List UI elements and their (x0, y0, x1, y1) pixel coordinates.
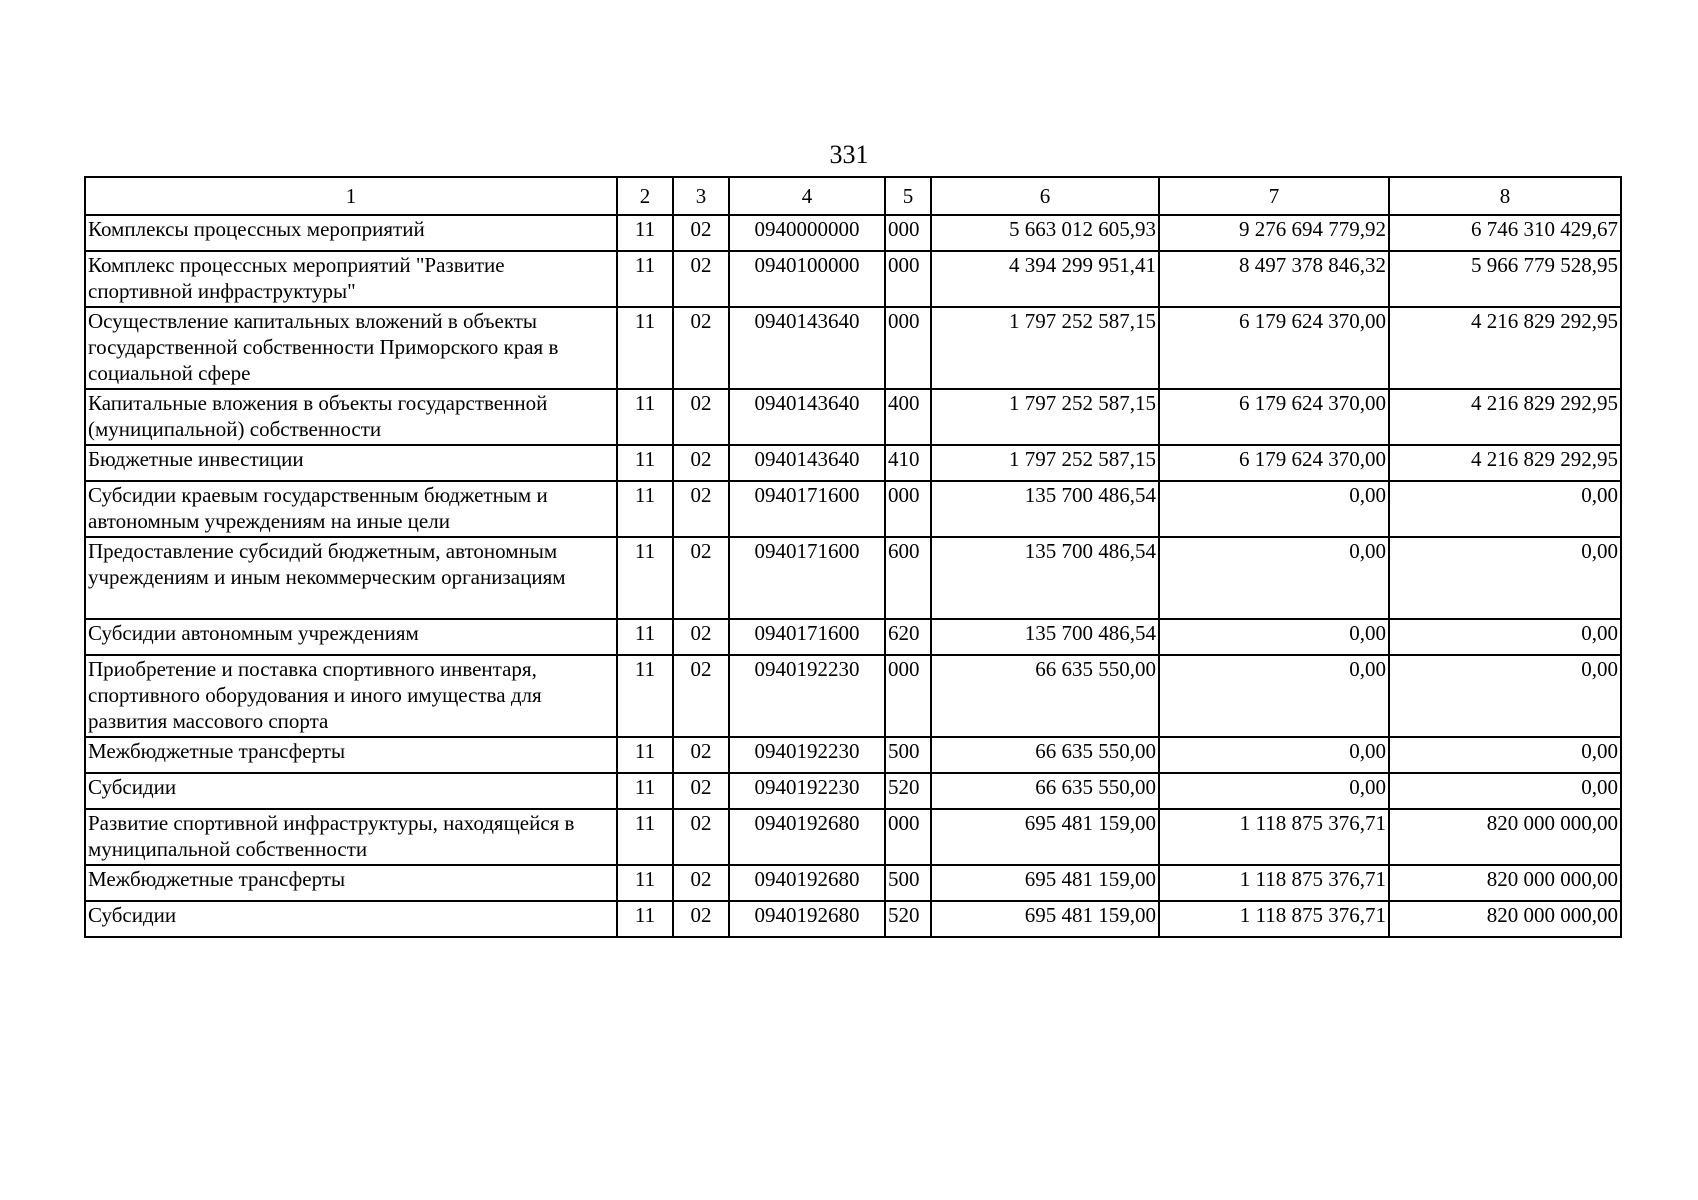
table-row (85, 901, 1621, 937)
target-article-cell: 0940100000 (729, 251, 885, 307)
amount-col7-cell: 0,00 (1159, 655, 1389, 737)
target-article-cell: 0940192230 (729, 737, 885, 773)
amount-col8-cell: 5 966 779 528,95 (1389, 251, 1621, 307)
amount-col8-cell: 6 746 310 429,67 (1389, 215, 1621, 251)
amount-col8-cell: 0,00 (1389, 481, 1621, 537)
table-row (85, 619, 1621, 655)
name-cell: Приобретение и поставка спортивного инвентаря, спортивного оборудования и иного имущества для развития массового спорта (85, 655, 617, 737)
amount-col6-cell: 1 797 252 587,15 (931, 445, 1159, 481)
header-cell: 6 (931, 177, 1159, 215)
amount-col6-cell: 66 635 550,00 (931, 773, 1159, 809)
subsection-cell: 02 (673, 445, 729, 481)
expense-type-cell: 400 (885, 389, 931, 445)
expense-type-cell: 000 (885, 655, 931, 737)
page-number: 331 (829, 140, 869, 169)
budget-table (84, 176, 1622, 938)
amount-col7-cell: 0,00 (1159, 537, 1389, 619)
section-cell: 11 (617, 389, 673, 445)
expense-type-cell: 520 (885, 901, 931, 937)
header-cell: 5 (885, 177, 931, 215)
amount-col8-cell: 0,00 (1389, 537, 1621, 619)
target-article-cell: 0940192680 (729, 809, 885, 865)
amount-col8-cell: 4 216 829 292,95 (1389, 389, 1621, 445)
name-cell: Развитие спортивной инфраструктуры, находящейся в муниципальной собственности (85, 809, 617, 865)
table-row (85, 655, 1621, 737)
target-article-cell: 0940192680 (729, 865, 885, 901)
subsection-cell: 02 (673, 655, 729, 737)
target-article-cell: 0940192680 (729, 901, 885, 937)
section-cell: 11 (617, 445, 673, 481)
amount-col8-cell: 0,00 (1389, 773, 1621, 809)
table-row (85, 481, 1621, 537)
expense-type-cell: 000 (885, 481, 931, 537)
amount-col6-cell: 66 635 550,00 (931, 655, 1159, 737)
amount-col6-cell: 695 481 159,00 (931, 901, 1159, 937)
section-cell: 11 (617, 619, 673, 655)
expense-type-cell: 000 (885, 251, 931, 307)
amount-col6-cell: 1 797 252 587,15 (931, 389, 1159, 445)
header-cell: 8 (1389, 177, 1621, 215)
amount-col7-cell: 0,00 (1159, 773, 1389, 809)
amount-col8-cell: 0,00 (1389, 619, 1621, 655)
subsection-cell: 02 (673, 307, 729, 389)
amount-col7-cell: 0,00 (1159, 481, 1389, 537)
target-article-cell: 0940171600 (729, 537, 885, 619)
amount-col8-cell: 0,00 (1389, 737, 1621, 773)
name-cell: Капитальные вложения в объекты государственной (муниципальной) собственности (85, 389, 617, 445)
section-cell: 11 (617, 737, 673, 773)
subsection-cell: 02 (673, 537, 729, 619)
target-article-cell: 0940143640 (729, 389, 885, 445)
table-row (85, 865, 1621, 901)
amount-col6-cell: 135 700 486,54 (931, 481, 1159, 537)
amount-col6-cell: 1 797 252 587,15 (931, 307, 1159, 389)
name-cell: Комплекс процессных мероприятий "Развитие спортивной инфраструктуры" (85, 251, 617, 307)
expense-type-cell: 000 (885, 215, 931, 251)
target-article-cell: 0940143640 (729, 445, 885, 481)
subsection-cell: 02 (673, 389, 729, 445)
amount-col7-cell: 8 497 378 846,32 (1159, 251, 1389, 307)
subsection-cell: 02 (673, 865, 729, 901)
name-cell: Субсидии краевым государственным бюджетным и автономным учреждениям на иные цели (85, 481, 617, 537)
amount-col8-cell: 820 000 000,00 (1389, 809, 1621, 865)
name-cell: Субсидии автономным учреждениям (85, 619, 617, 655)
amount-col8-cell: 820 000 000,00 (1389, 901, 1621, 937)
section-cell: 11 (617, 809, 673, 865)
subsection-cell: 02 (673, 737, 729, 773)
expense-type-cell: 500 (885, 737, 931, 773)
target-article-cell: 0940143640 (729, 307, 885, 389)
amount-col7-cell: 1 118 875 376,71 (1159, 809, 1389, 865)
section-cell: 11 (617, 215, 673, 251)
table-row (85, 307, 1621, 389)
name-cell: Субсидии (85, 773, 617, 809)
target-article-cell: 0940171600 (729, 619, 885, 655)
target-article-cell: 0940192230 (729, 773, 885, 809)
table-row (85, 773, 1621, 809)
section-cell: 11 (617, 251, 673, 307)
header-cell: 4 (729, 177, 885, 215)
table-row (85, 251, 1621, 307)
expense-type-cell: 410 (885, 445, 931, 481)
header-cell: 3 (673, 177, 729, 215)
expense-type-cell: 600 (885, 537, 931, 619)
table-row (85, 445, 1621, 481)
amount-col7-cell: 6 179 624 370,00 (1159, 307, 1389, 389)
expense-type-cell: 000 (885, 809, 931, 865)
header-cell: 2 (617, 177, 673, 215)
amount-col6-cell: 66 635 550,00 (931, 737, 1159, 773)
subsection-cell: 02 (673, 619, 729, 655)
subsection-cell: 02 (673, 215, 729, 251)
amount-col7-cell: 1 118 875 376,71 (1159, 865, 1389, 901)
section-cell: 11 (617, 481, 673, 537)
table-body (85, 215, 1621, 937)
subsection-cell: 02 (673, 901, 729, 937)
header-cell: 1 (85, 177, 617, 215)
expense-type-cell: 000 (885, 307, 931, 389)
amount-col8-cell: 4 216 829 292,95 (1389, 445, 1621, 481)
subsection-cell: 02 (673, 809, 729, 865)
name-cell: Межбюджетные трансферты (85, 737, 617, 773)
amount-col8-cell: 0,00 (1389, 655, 1621, 737)
table-row (85, 809, 1621, 865)
name-cell: Межбюджетные трансферты (85, 865, 617, 901)
amount-col6-cell: 695 481 159,00 (931, 809, 1159, 865)
amount-col7-cell: 0,00 (1159, 737, 1389, 773)
amount-col7-cell: 9 276 694 779,92 (1159, 215, 1389, 251)
expense-type-cell: 620 (885, 619, 931, 655)
amount-col6-cell: 5 663 012 605,93 (931, 215, 1159, 251)
section-cell: 11 (617, 655, 673, 737)
target-article-cell: 0940000000 (729, 215, 885, 251)
name-cell: Бюджетные инвестиции (85, 445, 617, 481)
section-cell: 11 (617, 773, 673, 809)
section-cell: 11 (617, 901, 673, 937)
target-article-cell: 0940171600 (729, 481, 885, 537)
target-article-cell: 0940192230 (729, 655, 885, 737)
expense-type-cell: 500 (885, 865, 931, 901)
amount-col6-cell: 695 481 159,00 (931, 865, 1159, 901)
amount-col7-cell: 1 118 875 376,71 (1159, 901, 1389, 937)
amount-col8-cell: 820 000 000,00 (1389, 865, 1621, 901)
amount-col6-cell: 4 394 299 951,41 (931, 251, 1159, 307)
name-cell: Осуществление капитальных вложений в объекты государственной собственности Приморского края в социальной сфере (85, 307, 617, 389)
table-row (85, 737, 1621, 773)
section-cell: 11 (617, 307, 673, 389)
name-cell: Субсидии (85, 901, 617, 937)
table-row (85, 537, 1621, 619)
section-cell: 11 (617, 537, 673, 619)
amount-col7-cell: 6 179 624 370,00 (1159, 389, 1389, 445)
amount-col7-cell: 6 179 624 370,00 (1159, 445, 1389, 481)
name-cell: Предоставление субсидий бюджетным, автономным учреждениям и иным некоммерческим организациям (85, 537, 617, 619)
header-row (85, 177, 1621, 215)
header-cell: 7 (1159, 177, 1389, 215)
amount-col6-cell: 135 700 486,54 (931, 619, 1159, 655)
table-row (85, 215, 1621, 251)
section-cell: 11 (617, 865, 673, 901)
table-row (85, 389, 1621, 445)
expense-type-cell: 520 (885, 773, 931, 809)
subsection-cell: 02 (673, 773, 729, 809)
subsection-cell: 02 (673, 251, 729, 307)
amount-col8-cell: 4 216 829 292,95 (1389, 307, 1621, 389)
subsection-cell: 02 (673, 481, 729, 537)
amount-col7-cell: 0,00 (1159, 619, 1389, 655)
name-cell: Комплексы процессных мероприятий (85, 215, 617, 251)
amount-col6-cell: 135 700 486,54 (931, 537, 1159, 619)
